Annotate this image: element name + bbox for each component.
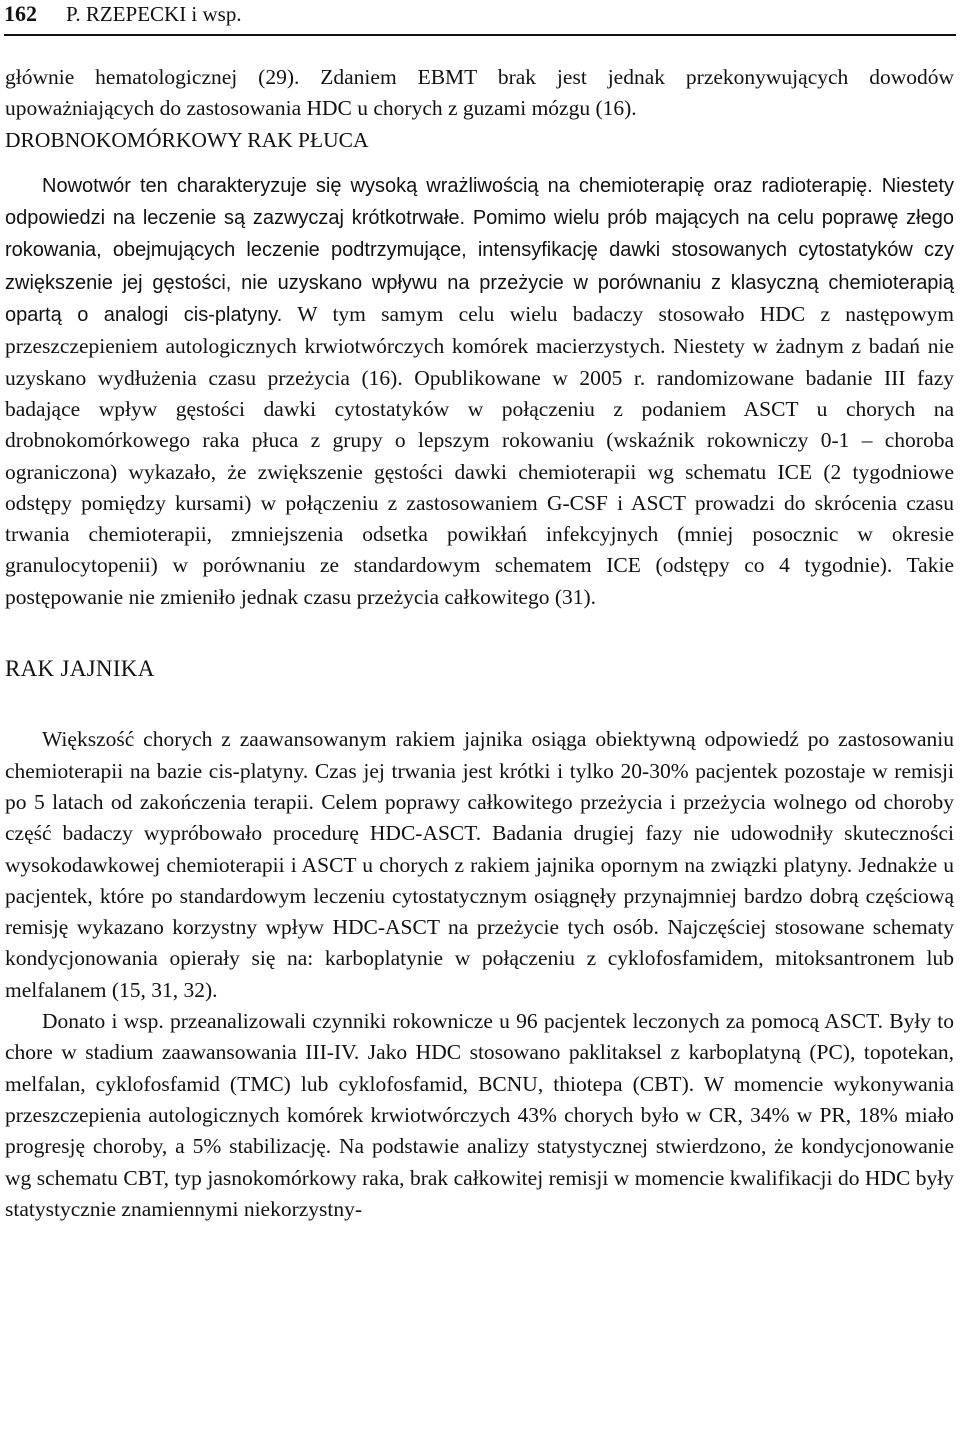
article-body — [5, 62, 954, 1225]
header-rule — [4, 34, 956, 36]
page-number: 162 — [4, 1, 37, 26]
spacer — [5, 684, 954, 724]
paragraph-lung-cancer-part1: Nowotwór ten charakteryzuje się wysoką wrażliwością na chemioterapię oraz radioterapię. Niestety odpowiedzi na leczenie są zazwyczaj krótkotrwałe. Pomimo wielu prób mających na celu poprawę złego rokowania, obejmujących leczenie podtrzymujące, intensyfikację dawki stosowanych cytostatyków czy zwiększenie jej gęstości, nie uzyskano wpływu na przeżycie w porównaniu z klasyczną chemioterapią opartą o analogi cis-platyny. — [5, 174, 954, 327]
continued-paragraph: głównie hematologicznej (29). Zdaniem EBMT brak jest jednak przekonywujących dowodów upoważniających do zastosowania HDC u chorych z guzami mózgu (16). — [5, 65, 954, 121]
running-head: P. RZEPECKI i wsp. — [66, 2, 242, 26]
section-heading-ovarian-cancer: RAK JAJNIKA — [5, 656, 155, 682]
paragraph-lung-cancer — [5, 170, 954, 613]
paragraph-ovarian-1: Większość chorych z zaawansowanym rakiem jajnika osiąga obiektywną odpowiedź po zastosowaniu chemioterapii na bazie cis-platyny. Czas jej trwania jest krótki i tylko 20-30% pacjentek pozostaje w remisji po 5 latach od zakończenia terapii. Celem poprawy całkowitego przeżycia i przeżycia wolnego od choroby część badaczy wypróbowało procedurę HDC-ASCT. Badania drugiej fazy nie udowodniły skuteczności wysokodawkowej chemioterapii i ASCT u chorych z rakiem jajnika opornym na związki platyny. Jednakże u pacjentek, które po standardowym leczeniu cytostatycznym osiągnęły przynajmniej bardzo dobrą częściową remisję wykazano korzystny wpływ HDC-ASCT na przeżycie tych osób. Najczęściej stosowane schematy kondycjonowania opierały się na: karboplatynie w połączeniu z cyklofosfamidem, mitoksantronem lub melfalanem (15, 31, 32). — [5, 727, 954, 1002]
section-heading-small-cell-lung-cancer: DROBNOKOMÓRKOWY RAK PŁUCA — [5, 127, 369, 152]
page-header — [4, 0, 956, 34]
paragraph-lung-cancer-part2: W tym samym celu wielu badaczy stosowało HDC z następowym przeszczepieniem autologicznych krwiotwórczych komórek macierzystych. Niestety w żadnym z badań nie uzyskano wydłużenia czasu przeżycia (16). Opublikowane w 2005 r. randomizowane badanie III fazy badające wpływ gęstości dawki cytostatyków w połączeniu z podaniem ASCT u chorych na drobnokomórkowego raka płuca z grupy o lepszym rokowaniu (wskaźnik rokowniczy 0-1 – choroba ograniczona) wykazało, że zwiększenie gęstości dawki chemioterapii wg schematu ICE (2 tygodniowe odstępy pomiędzy kursami) w połączeniu z zastosowaniem G-CSF i ASCT prowadzi do skrócenia czasu trwania chemioterapii, zmniejszenia odsetka powikłań infekcyjnych (mniej posocznic w okresie granulocytopenii) w porównaniu ze standardowym schematem ICE (odstępy co 4 tygodnie). Takie postępowanie nie zmieniło jednak czasu przeżycia całkowitego (31). — [5, 302, 954, 609]
spacer — [5, 156, 954, 170]
paragraph-ovarian-2: Donato i wsp. przeanalizowali czynniki rokownicze u 96 pacjentek leczonych za pomocą ASCT. Były to chore w stadium zaawansowania III-IV. Jako HDC stosowano paklitaksel z karboplatyną (PC), topotekan, melfalan, cyklofosfamid (TMC) lub cyklofosfamid, BCNU, thiotepa (CBT). W momencie wykonywania przeszczepienia autologicznych komórek krwiotwórczych 43% chorych było w CR, 34% w PR, 18% miało progresję choroby, a 5% stabilizację. Na podstawie analizy statystycznej stwierdzono, że kondycjonowanie wg schematu CBT, typ jasnokomórkowy raka, brak całkowitej remisji w momencie kwalifikacji do HDC były statystycznie znamiennymi niekorzystny- — [5, 1009, 954, 1221]
spacer — [5, 613, 954, 653]
